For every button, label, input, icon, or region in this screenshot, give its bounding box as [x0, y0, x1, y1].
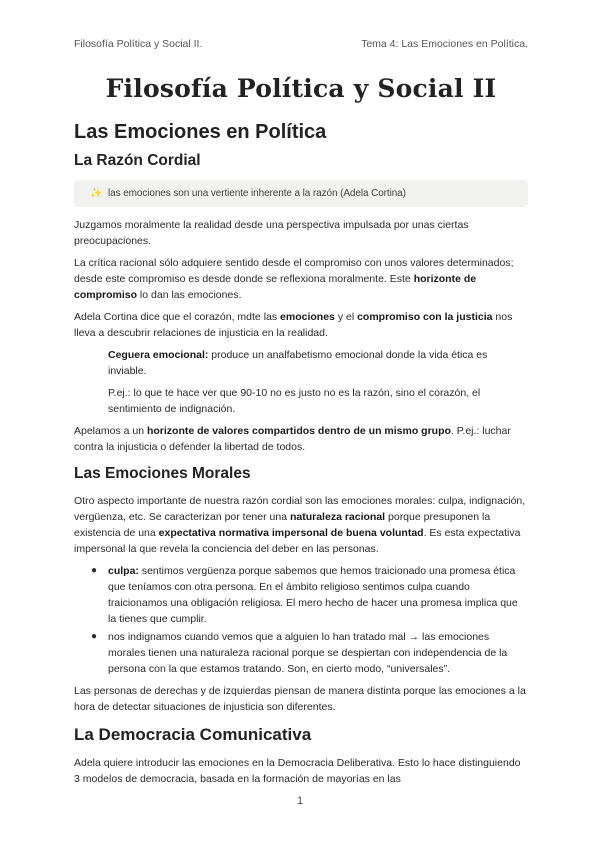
heading-razon-cordial: La Razón Cordial	[74, 152, 201, 169]
paragraph: Apelamos a un horizonte de valores compartidos dentro de un mismo grupo. P.ej.: luchar contra la injusticia o defender la libertad de todos.	[74, 425, 511, 453]
callout-quote	[74, 180, 528, 207]
heading-democracia-comunicativa: La Democracia Comunicativa	[74, 725, 312, 744]
list-item: ● culpa: sentimos vergüenza porque sabemos que hemos traicionado una promesa ética que teníamos con otra persona. En el ámbito religioso sentimos culpa cuando traicionamos una obligación religiosa. El mero hecho de hacer una promesa implica que la tienes que cumplir.	[91, 565, 518, 625]
document-title: Filosofía Política y Social II	[105, 74, 497, 103]
indented-paragraph: P.ej.: lo que te hace ver que 90-10 no es justo no es la razón, sino el corazón, el sentimiento de indignación.	[108, 387, 481, 415]
callout-text: las emociones son una vertiente inherente a la razón (Adela Cortina)	[108, 188, 406, 199]
paragraph: Adela quiere introducir las emociones en la Democracia Deliberativa. Esto lo hace distinguiendo 3 modelos de democracia, basada en la formación de mayorías en las	[74, 757, 521, 785]
paragraph: La crítica racional sólo adquiere sentido desde el compromiso con unos valores determinados; desde este compromiso es desde donde se reflexiona moralmente. Este horizonte de compromiso lo dan las emociones.	[74, 257, 514, 301]
section-title: Las Emociones en Política	[74, 121, 327, 143]
sparkles-icon: ✨	[90, 188, 103, 199]
paragraph: Otro aspecto importante de nuestra razón cordial son las emociones morales: culpa, indignación, vergüenza, etc. Se caracterizan por tener una naturaleza racional porque presuponen la existencia de una expectativa normativa impersonal de buena voluntad. Es esta expectativa impersonal la que revela la conciencia del deber en las personas.	[74, 495, 526, 555]
heading-emociones-morales: Las Emociones Morales	[74, 465, 251, 482]
header-right: Tema 4: Las Emociones en Política.	[361, 38, 528, 50]
indented-paragraph: Ceguera emocional: produce un analfabetismo emocional donde la vida ética es inviable.	[108, 349, 488, 377]
bullet-list	[74, 563, 528, 677]
header-left: Filosofía Política y Social II.	[74, 38, 203, 50]
paragraph: Adela Cortina dice que el corazón, mdte las emociones y el compromiso con la justicia nos lleva a descubrir relaciones de injusticia en la realidad.	[74, 311, 513, 339]
bullet-icon: ●	[91, 631, 98, 642]
paragraph: Las personas de derechas y de izquierdas piensan de manera distinta porque las emociones a la hora de detectar situaciones de injusticia son diferentes.	[74, 685, 526, 713]
bullet-icon: ●	[91, 565, 98, 576]
page-number: 1	[296, 795, 304, 807]
document-body	[74, 74, 528, 793]
list-item: ● nos indignamos cuando vemos que a alguien lo han tratado mal → las emociones morales tienen una naturaleza racional porque se despiertan con independencia de la persona con la que estamos tratando. Son, en cierto modo, “universales”.	[91, 631, 508, 675]
paragraph: Juzgamos moralmente la realidad desde una perspectiva impulsada por unas ciertas preocupaciones.	[74, 219, 469, 247]
